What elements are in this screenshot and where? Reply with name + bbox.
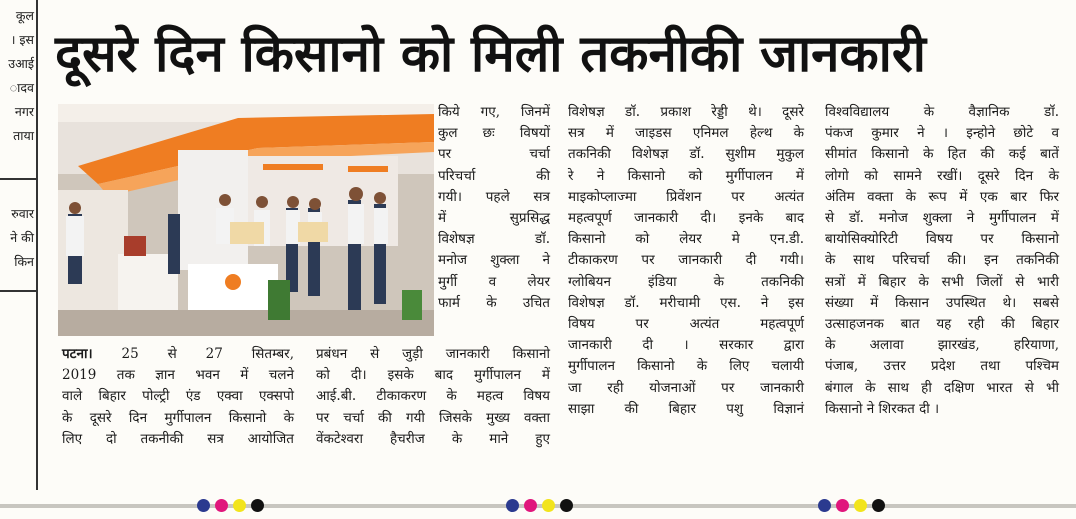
text-line: किसानो को लेयर मे एन.डी.	[568, 231, 804, 248]
text-line: विशेषज्ञ डॉ. मरीचामी एस. ने इस	[568, 294, 804, 311]
adjacent-text-line: कूल	[15, 8, 34, 23]
article-column-3	[825, 102, 1059, 420]
registration-dot	[836, 499, 849, 512]
text-line: प्रबंधन से जुड़ी जानकारी किसानो	[316, 346, 550, 362]
registration-dot	[251, 499, 264, 512]
headline: दूसरे दिन किसानो को मिली तकनीकी जानकारी	[55, 25, 926, 84]
text-line: सत्र में जाइडस एनिमल हेल्थ के	[568, 125, 804, 142]
text-line: लोगो को सामने रखीं। दूसरे दिन के	[825, 167, 1059, 184]
text-line: के साथ परिचर्चा की। इन तकनिकी	[825, 252, 1059, 269]
registration-dot	[818, 499, 831, 512]
text-line: परिचर्चा की	[438, 167, 550, 184]
registration-dot	[854, 499, 867, 512]
registration-dot	[506, 499, 519, 512]
text-line: बंगाल के साथ ही दक्षिण भारत से भी	[825, 379, 1059, 396]
text-line: विशेषज्ञ डॉ. प्रकाश रेड्डी थे। दूसरे	[568, 104, 804, 120]
article-column-2	[568, 102, 804, 420]
text-line: पंजाब, उत्तर प्रदेश तथा पश्चिम	[825, 358, 1059, 375]
text-line: जानकारी दी । सरकार द्वारा	[568, 337, 804, 354]
registration-dot	[872, 499, 885, 512]
text-line: तकनिकी विशेषज्ञ डॉ. सुशीम मुकुल	[568, 146, 804, 163]
text-line: सीमांत किसानो के हित की कई बातें	[825, 146, 1059, 163]
text-line: फार्म के उचित	[438, 294, 550, 311]
text-line: मुर्गीपालन किसानो के लिए चलायी	[568, 358, 804, 375]
adjacent-text-line: उआई	[8, 56, 34, 71]
text-line: अंतिम वक्ता के रूप में एक बार फिर	[825, 188, 1059, 205]
text-line: पटना। 25 से 27 सितम्बर,	[62, 346, 294, 362]
registration-dot	[542, 499, 555, 512]
text-line: सत्रों में बिहार के सभी जिलों से भारी	[825, 273, 1059, 290]
text-line: महत्वपूर्ण जानकारी दी। इनके बाद	[568, 210, 804, 227]
text-line: मुर्गी व लेयर	[438, 273, 550, 290]
text-line: आई.बी. टीकाकरण के महत्व विषय	[316, 388, 550, 405]
expo-stall-photo	[58, 104, 434, 336]
text-line: विशेषज्ञ डॉ.	[438, 231, 550, 248]
adjacent-text-line: । इस	[10, 32, 34, 47]
text-line: माइकोप्लाज्मा प्रिवेंशन पर अत्यंत	[568, 188, 804, 205]
text-line: किये गए, जिनमें	[438, 104, 550, 120]
text-line: रे ने किसानो को मुर्गीपालन में	[568, 167, 804, 184]
text-line: वाले बिहार पोल्ट्री एंड एक्वा एक्सपो	[62, 388, 294, 405]
dateline: पटना।	[62, 346, 93, 362]
registration-dot	[233, 499, 246, 512]
adjacent-text-line: किन	[14, 254, 34, 269]
registration-dot	[524, 499, 537, 512]
adjacent-text-line: ने की	[10, 230, 34, 245]
text-line: टीकाकरण पर जानकारी दी गयी।	[568, 252, 804, 269]
text-line: गयी। पहले सत्र	[438, 188, 550, 205]
text-line: बायोसिक्योरिटी विषय पर किसानो	[825, 231, 1059, 248]
registration-dot	[215, 499, 228, 512]
adjacent-text-line: ादव	[9, 80, 34, 95]
text-line: 2019 तक ज्ञान भवन में चलने	[62, 367, 294, 384]
text-line: पंकज कुमार ने । इन्होने छोटे व	[825, 125, 1059, 142]
adjacent-column-fragment	[0, 0, 38, 490]
text-line: से डॉ. मनोज शुक्ला ने मुर्गीपालन में	[825, 210, 1059, 227]
registration-dot	[560, 499, 573, 512]
column-divider	[0, 290, 36, 292]
registration-dots	[818, 499, 885, 512]
text-line: उत्साहजनक बात यह रही की बिहार	[825, 316, 1059, 333]
article-column-1-bottom	[316, 344, 550, 450]
article-column-lead	[62, 344, 294, 450]
text-line: को दी। इसके बाद मुर्गीपालन में	[316, 367, 550, 384]
column-divider	[0, 178, 36, 180]
text-line: विश्वविद्यालय के वैज्ञानिक डॉ.	[825, 104, 1059, 120]
text-line: लिए दो तकनीकी सत्र आयोजित	[62, 430, 294, 447]
adjacent-text-line: ताया	[13, 128, 34, 143]
registration-dots	[197, 499, 264, 512]
registration-dot	[197, 499, 210, 512]
text-line: के दूसरे दिन मुर्गीपालन किसानो के	[62, 409, 294, 426]
adjacent-text-line: नगर	[14, 104, 34, 119]
text-line: विषय पर अत्यंत महत्वपूर्ण	[568, 316, 804, 333]
text-line: के अलावा झारखंड, हरियाणा,	[825, 337, 1059, 354]
text-line: कुल छः विषयों	[438, 125, 550, 142]
article-column-1-top	[438, 102, 550, 314]
text-line: संख्या में किसान उपस्थित थे। सबसे	[825, 294, 1059, 311]
adjacent-text-line: रुवार	[11, 206, 34, 221]
text-line: में सुप्रसिद्ध	[438, 210, 550, 227]
text-line: वेंकटेश्वरा हैचरीज के माने हुए	[316, 430, 550, 447]
text-line: मनोज शुक्ला ने	[438, 252, 550, 269]
registration-dots	[506, 499, 573, 512]
text-line: पर चर्चा	[438, 146, 550, 163]
text-line: साझा की बिहार पशु विज्ञानं	[568, 400, 804, 417]
text-line: जा रही योजनाओं पर जानकारी	[568, 379, 804, 396]
text-line: किसानो ने शिरकत दी ।	[825, 400, 940, 417]
text-line: पर चर्चा की गयी जिसके मुख्य वक्ता	[316, 409, 550, 426]
text-line: ग्लोबियन इंडिया के तकनिकी	[568, 273, 804, 290]
